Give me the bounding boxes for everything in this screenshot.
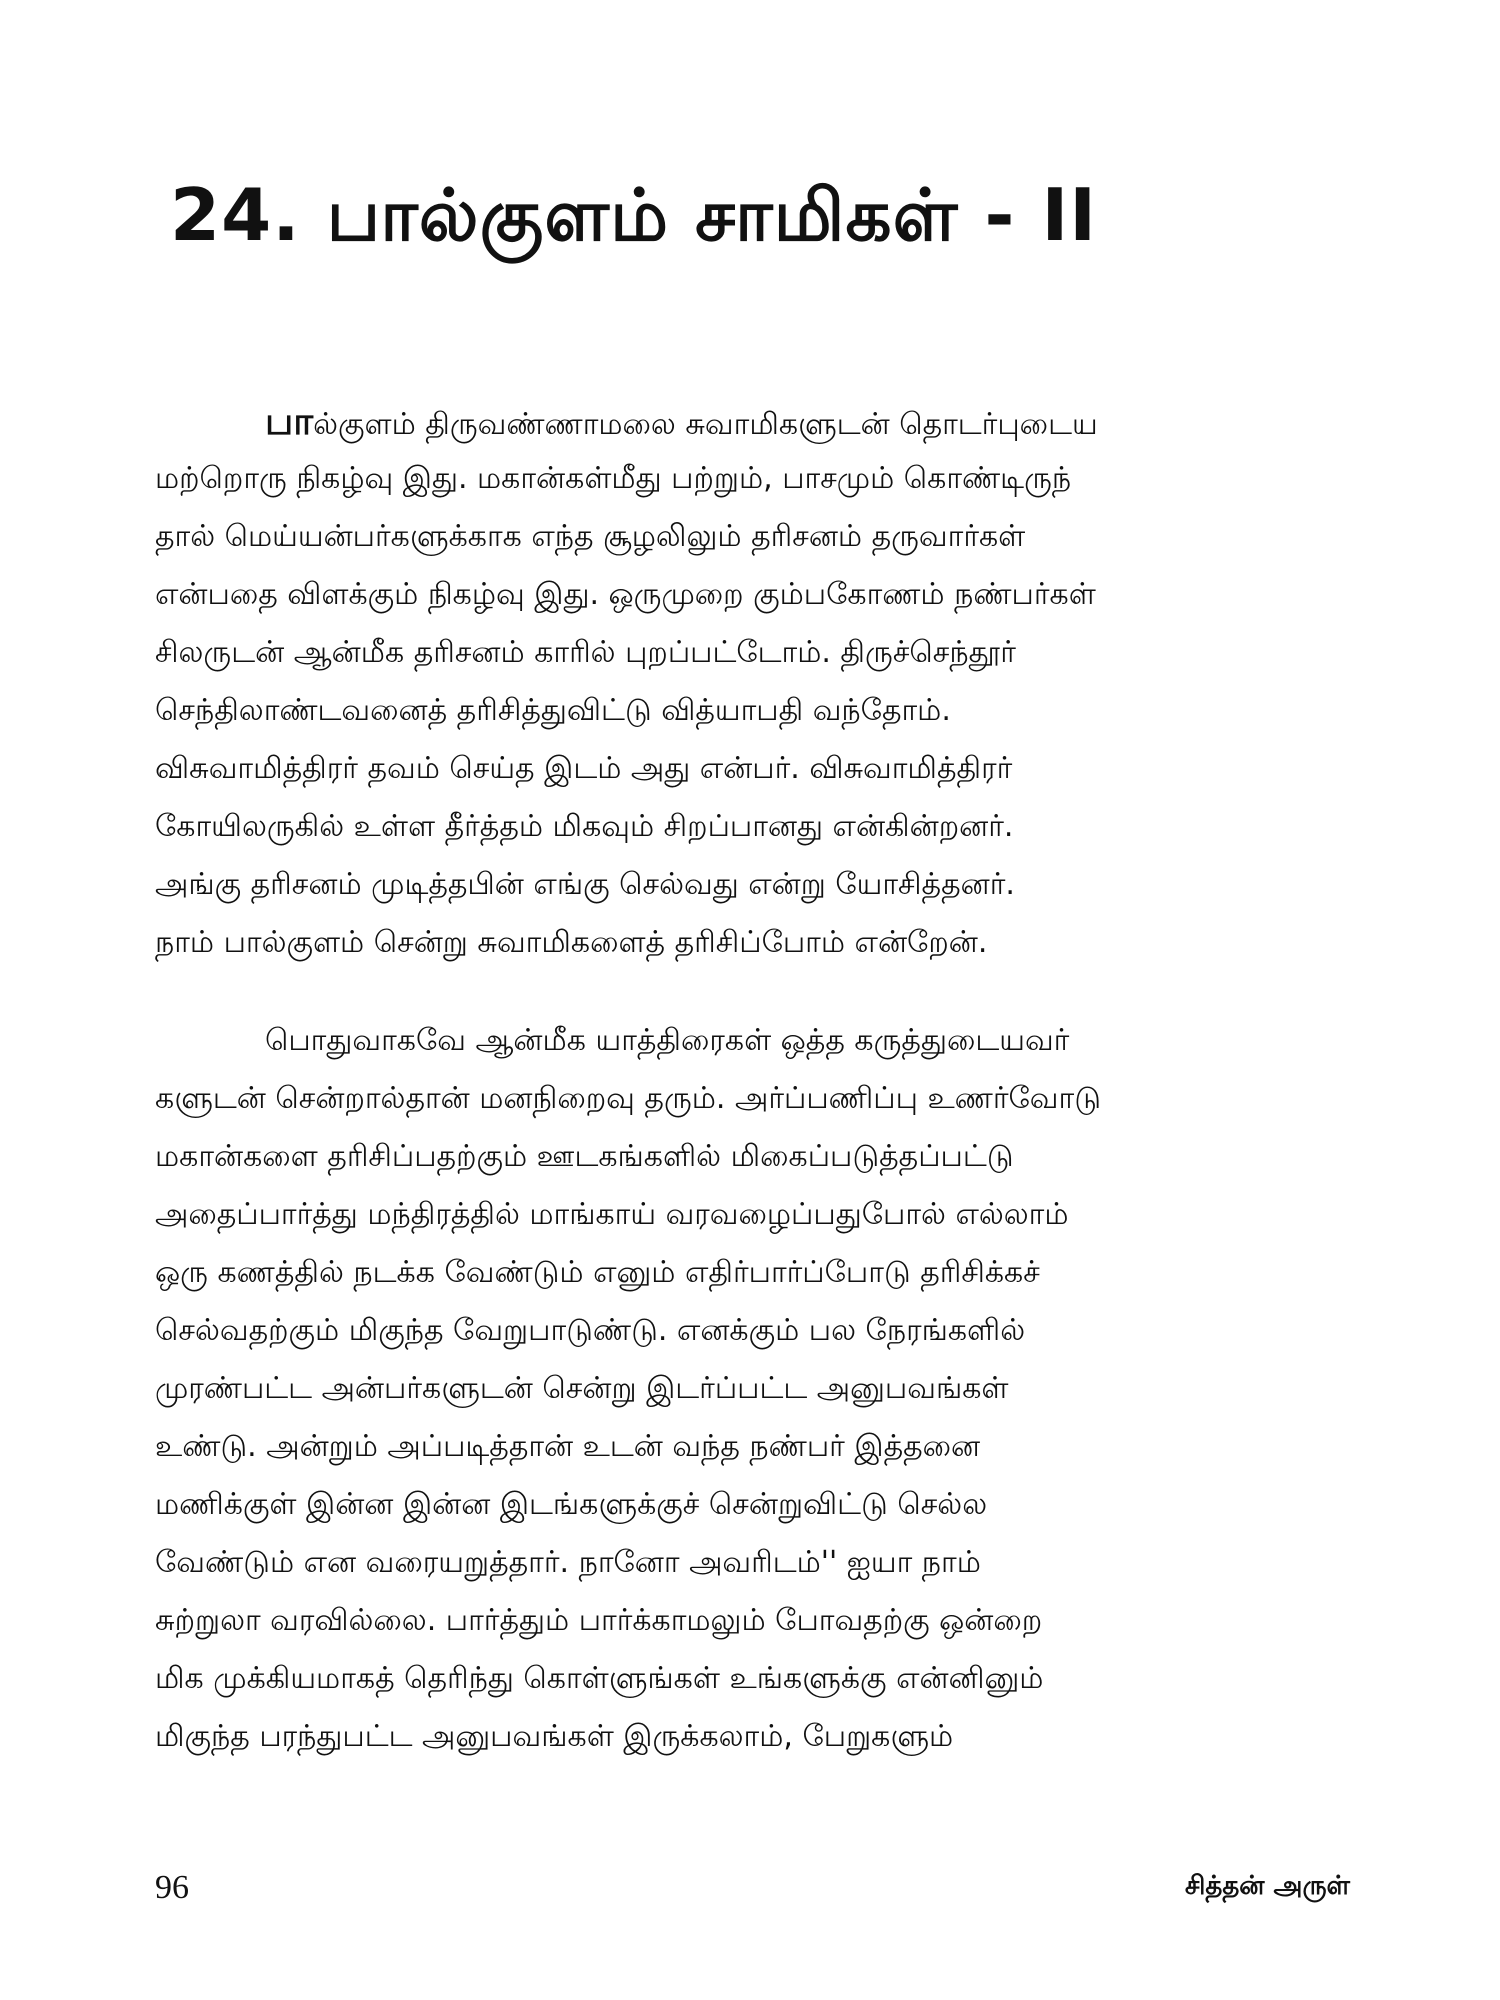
paragraph-line: சிலருடன் ஆன்மீக தரிசனம் காரில் புறப்பட்டோம். திருச்செந்தூர் [155, 635, 1016, 670]
paragraph-line: மற்றொரு நிகழ்வு இது. மகான்கள்மீது பற்றும், பாசமும் கொண்டிருந் [155, 461, 1072, 496]
drop-cap: பா [265, 399, 314, 443]
paragraph-line: விசுவாமித்திரர் தவம் செய்த இடம் அது என்பர். விசுவாமித்திரர் [155, 751, 1013, 786]
paragraph-line: முரண்பட்ட அன்பர்களுடன் சென்று இடர்ப்பட்ட அனுபவங்கள் [155, 1371, 1009, 1406]
paragraph-line-text: ல்குளம் திருவண்ணாமலை சுவாமிகளுடன் தொடர்புடைய [313, 407, 1098, 442]
paragraph-line: மகான்களை தரிசிப்பதற்கும் ஊடகங்களில் மிகைப்படுத்தப்பட்டு [155, 1139, 1014, 1174]
page-number: 96 [155, 1869, 189, 1906]
paragraph-line: செந்திலாண்டவனைத் தரிசித்துவிட்டு வித்யாபதி வந்தோம். [155, 693, 951, 728]
paragraph-line: நாம் பால்குளம் சென்று சுவாமிகளைத் தரிசிப்போம் என்றேன். [155, 925, 988, 960]
running-footer-title: சித்தன் அருள் [1185, 1871, 1350, 1901]
paragraph-line: சுற்றுலா வரவில்லை. பார்த்தும் பார்க்காமலும் போவதற்கு ஒன்றை [155, 1603, 1043, 1638]
paragraph-line: அதைப்பார்த்து மந்திரத்தில் மாங்காய் வரவழைப்பதுபோல் எல்லாம் [155, 1197, 1069, 1232]
paragraph-line: தால் மெய்யன்பர்களுக்காக எந்த சூழலிலும் தரிசனம் தருவார்கள் [155, 519, 1026, 554]
paragraph-line: களுடன் சென்றால்தான் மனநிறைவு தரும். அர்ப்பணிப்பு உணர்வோடு [155, 1081, 1101, 1116]
paragraph-line: பொதுவாகவே ஆன்மீக யாத்திரைகள் ஒத்த கருத்துடையவர் [265, 1023, 1070, 1058]
paragraph-line: வேண்டும் என வரையறுத்தார். நானோ அவரிடம்'' ஐயா நாம் [155, 1545, 981, 1580]
paragraph-line: மிக முக்கியமாகத் தெரிந்து கொள்ளுங்கள் உங்களுக்கு என்னினும் [155, 1661, 1044, 1696]
paragraph-line: ஒரு கணத்தில் நடக்க வேண்டும் எனும் எதிர்பார்ப்போடு தரிசிக்கச் [155, 1255, 1040, 1290]
paragraph-line: கோயிலருகில் உள்ள தீர்த்தம் மிகவும் சிறப்பானது என்கின்றனர். [155, 809, 1014, 844]
paragraph-2 [155, 1012, 1335, 1766]
paragraph-line: மணிக்குள் இன்ன இன்ன இடங்களுக்குச் சென்றுவிட்டு செல்ல [155, 1487, 988, 1522]
paragraph-1 [155, 392, 1335, 972]
paragraph-line: மிகுந்த பரந்துபட்ட அனுபவங்கள் இருக்கலாம், பேறுகளும் [155, 1719, 954, 1754]
paragraph-line: என்பதை விளக்கும் நிகழ்வு இது. ஒருமுறை கும்பகோணம் நண்பர்கள் [155, 577, 1096, 612]
paragraph-line [155, 392, 1335, 450]
paragraph-line: அங்கு தரிசனம் முடித்தபின் எங்கு செல்வது என்று யோசித்தனர். [155, 867, 1015, 902]
paragraph-line: உண்டு. அன்றும் அப்படித்தான் உடன் வந்த நண்பர் இத்தனை [155, 1429, 981, 1464]
paragraph-line: செல்வதற்கும் மிகுந்த வேறுபாடுண்டு. எனக்கும் பல நேரங்களில் [155, 1313, 1026, 1348]
chapter-title: 24. பால்குளம் சாமிகள் - II [170, 173, 1098, 257]
